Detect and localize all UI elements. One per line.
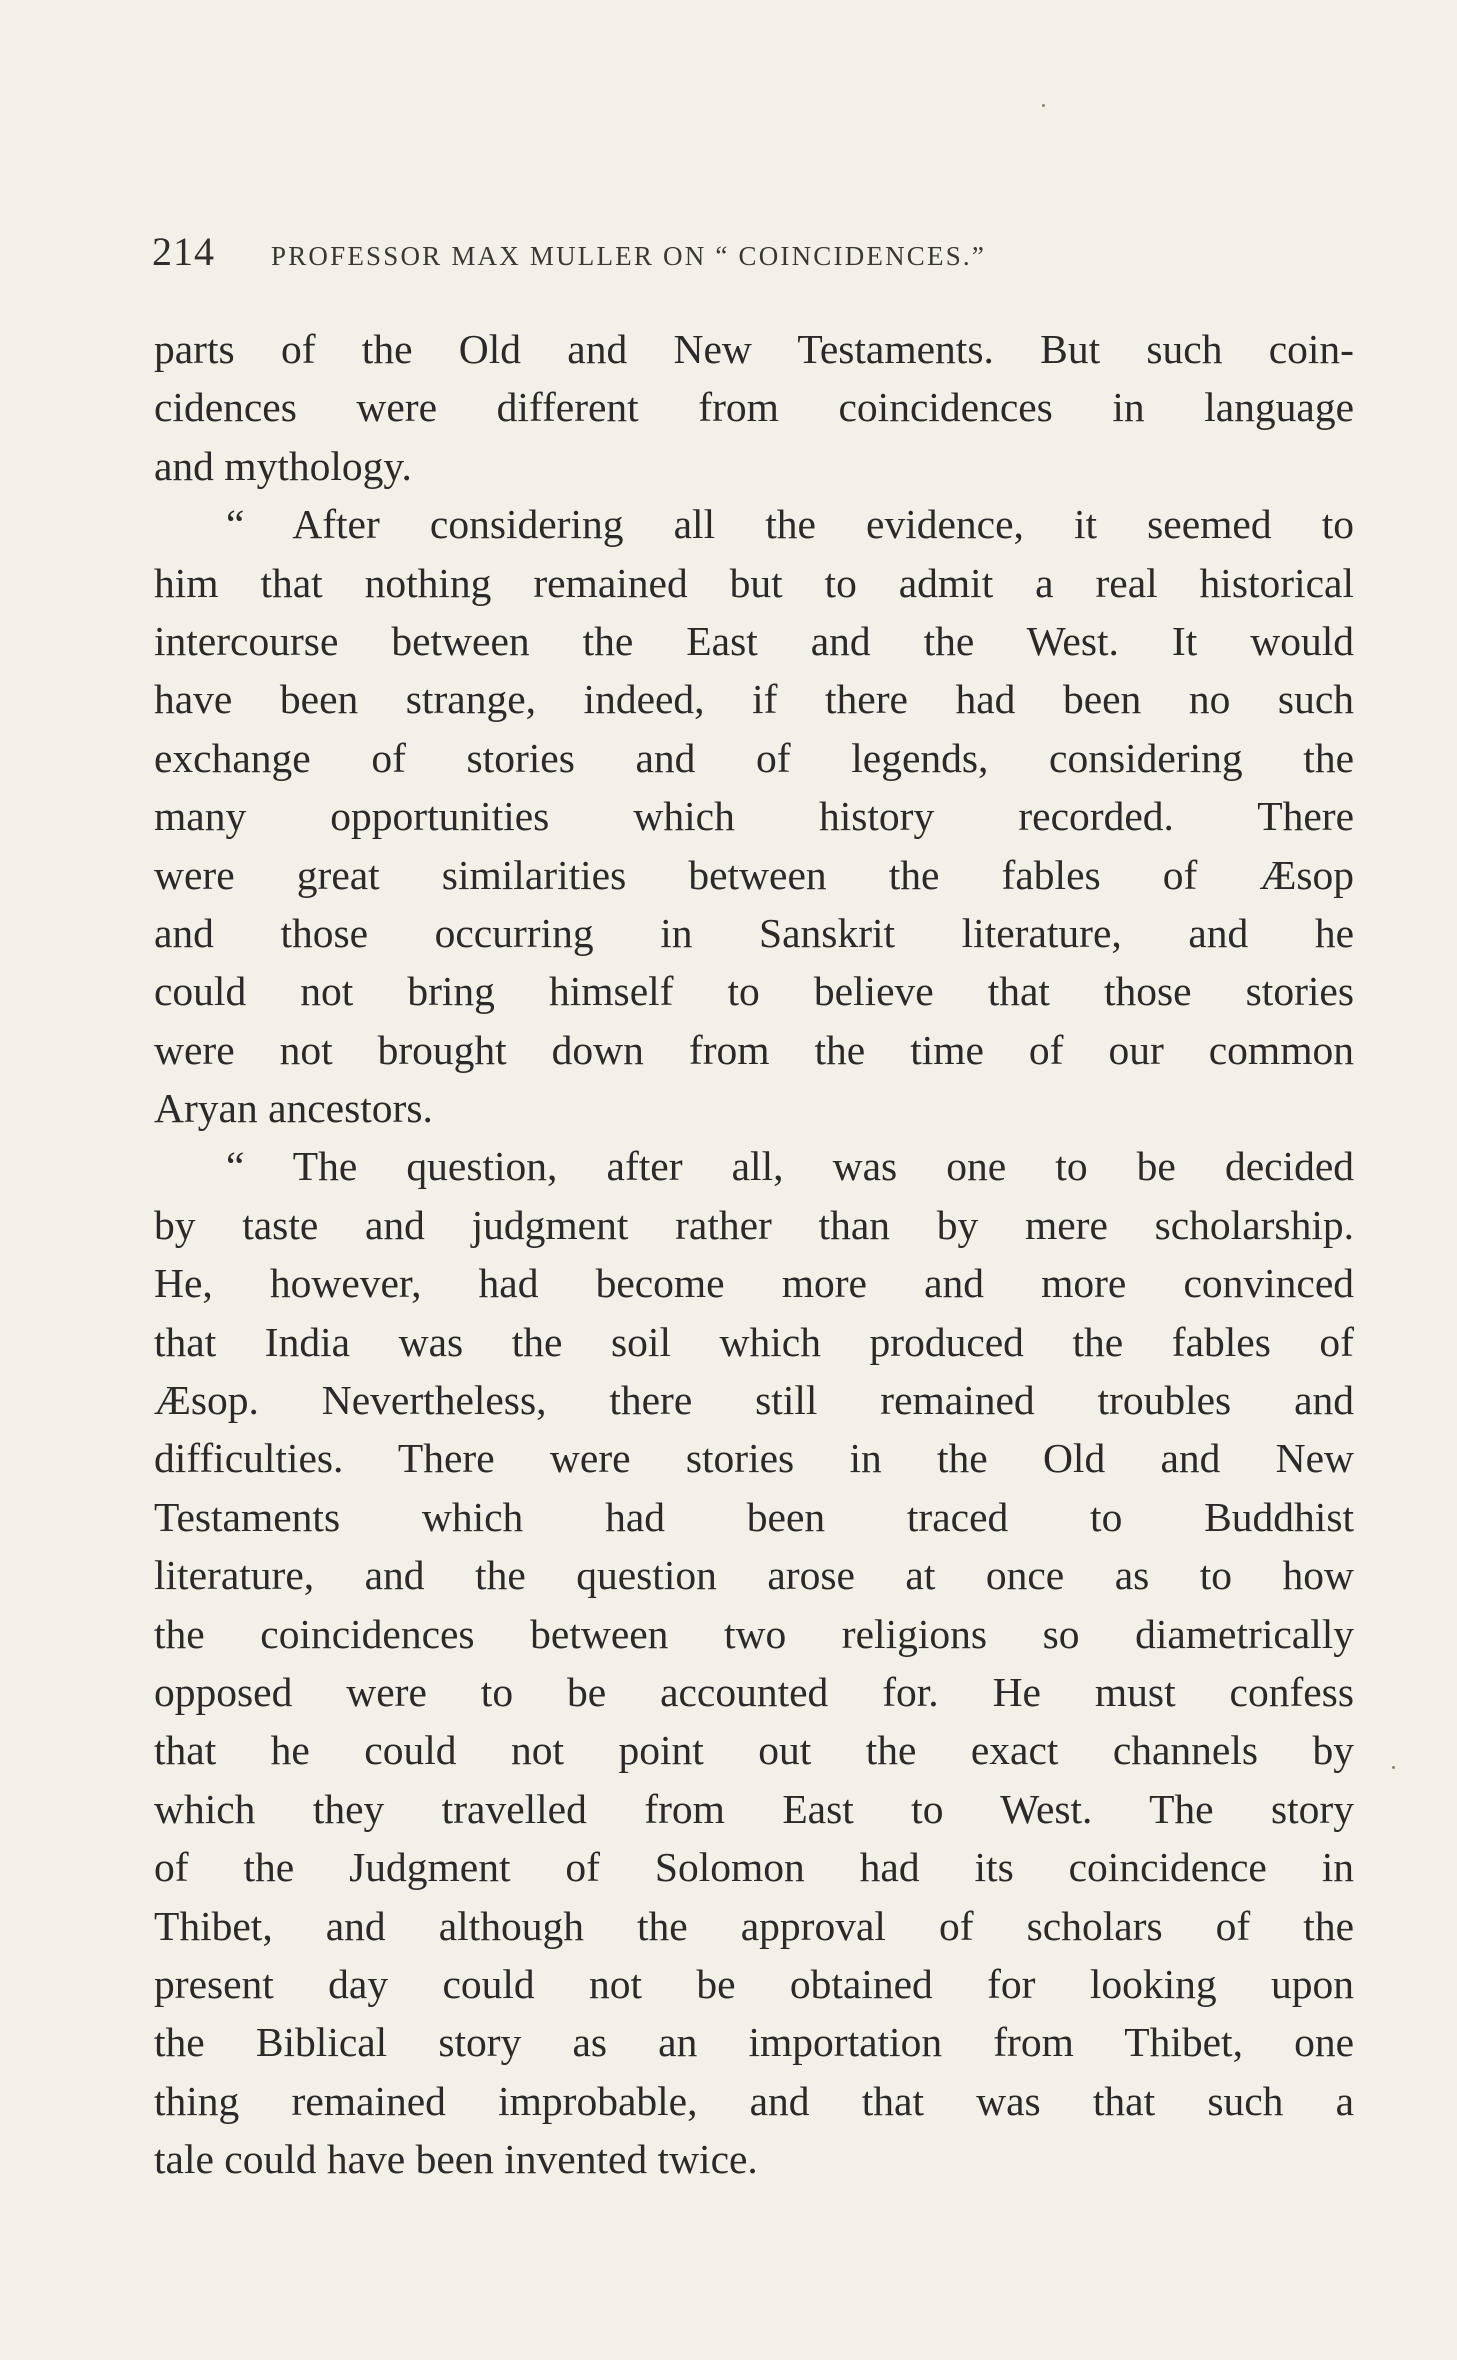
- text-line: tale could have been invented twice.: [154, 2136, 758, 2183]
- text-line: him that nothing remained but to admit a real historical: [154, 559, 1354, 606]
- text-line: could not bring himself to believe that those stories: [154, 968, 1354, 1015]
- text-line: exchange of stories and of legends, considering the: [154, 734, 1354, 781]
- text-line: literature, and the question arose at once as to how: [154, 1552, 1354, 1599]
- text-line: the Biblical story as an importation from Thibet, one: [154, 2019, 1354, 2066]
- text-line: and mythology.: [154, 442, 412, 489]
- text-line: and those occurring in Sanskrit literature, and he: [154, 909, 1354, 956]
- text-line: that India was the soil which produced the fables of: [154, 1318, 1354, 1365]
- paper-speck: [1392, 1766, 1395, 1769]
- text-line: parts of the Old and New Testaments. But such coin-: [154, 326, 1354, 372]
- text-line: Thibet, and although the approval of scholars of the: [154, 1902, 1354, 1949]
- text-line: He, however, had become more and more convinced: [154, 1260, 1354, 1307]
- text-line: Aryan ancestors.: [154, 1085, 433, 1132]
- text-line: cidences were different from coincidences in language: [154, 384, 1354, 431]
- text-line: were not brought down from the time of our common: [154, 1026, 1354, 1073]
- text-line: thing remained improbable, and that was that such a: [154, 2077, 1354, 2124]
- text-line: were great similarities between the fables of Æsop: [154, 851, 1354, 898]
- text-line: difficulties. There were stories in the Old and New: [154, 1435, 1354, 1482]
- running-head: PROFESSOR MAX MULLER ON “ COINCIDENCES.”: [271, 241, 987, 271]
- text-line: intercourse between the East and the West. It would: [154, 617, 1354, 664]
- text-line: of the Judgment of Solomon had its coincidence in: [154, 1844, 1354, 1891]
- text-line: by taste and judgment rather than by mere scholarship.: [154, 1201, 1354, 1248]
- body-text: [154, 320, 1354, 2189]
- paper-speck: [1042, 104, 1045, 107]
- text-line: that he could not point out the exact channels by: [154, 1727, 1354, 1774]
- text-line: have been strange, indeed, if there had been no such: [154, 676, 1354, 723]
- page-number: 214: [152, 229, 215, 274]
- text-line: which they travelled from East to West. The story: [154, 1785, 1354, 1832]
- text-line: present day could not be obtained for looking upon: [154, 1960, 1354, 2007]
- text-line: many opportunities which history recorded. There: [154, 793, 1354, 840]
- page-header: [152, 228, 1352, 278]
- text-line: Testaments which had been traced to Buddhist: [154, 1493, 1354, 1540]
- text-line: opposed were to be accounted for. He must confess: [154, 1668, 1354, 1715]
- text-line: “ The question, after all, was one to be decided: [226, 1143, 1354, 1190]
- text-line: Æsop. Nevertheless, there still remained troubles and: [154, 1377, 1354, 1424]
- text-line: “ After considering all the evidence, it seemed to: [226, 501, 1354, 548]
- text-line: the coincidences between two religions so diametrically: [154, 1610, 1354, 1657]
